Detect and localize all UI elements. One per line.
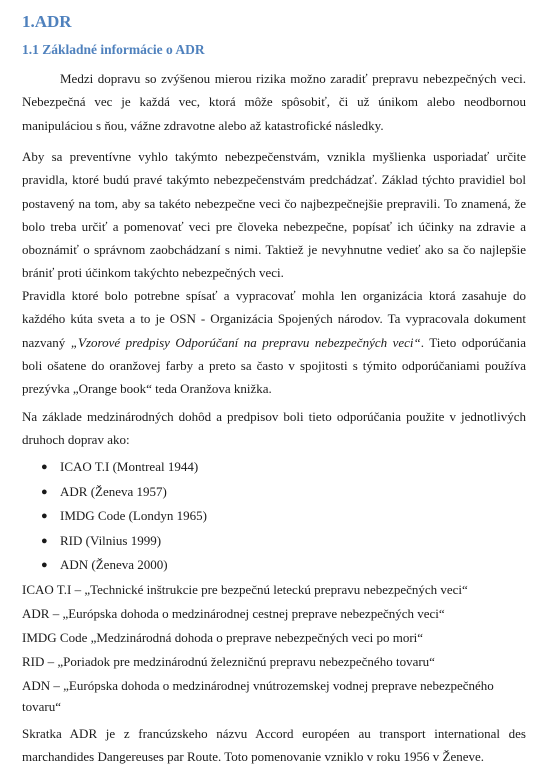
- list-item: [22, 529, 207, 554]
- definition-icao: ICAO T.I – „Technické inštrukcie pre bezpečnú leteckú prepravu nebezpečných veci“: [22, 582, 468, 597]
- list-item: [22, 504, 207, 529]
- paragraph-2: Aby sa preventívne vyhlo takýmto nebezpečenstvám, vznikla myšlienka usporiadať určite pravidla, ktoré budú pravé takýmto nebezpečenstvám predchádzať. Základ týchto pravidiel bol postavený na tom, aby sa takéto nebezpečne veci čo najbezpečnejšie prepravili. To znamená, že bolo treba určiť a pomenovať veci pre človeka nebezpečne, popísať ich účinky na zdravie a oboznámiť o správnom zaobchádzaní s nimi. Taktiež je nevyhnutne vedieť ako sa čo najlepšie brániť proti účinkom takýchto nebezpečných veci.: [22, 149, 526, 281]
- list-item: [22, 553, 207, 578]
- paragraph-3-text-a: Pravidla ktoré bolo potrebne spísať a vypracovať mohla len organizácia ktorá zasahuje do každého kúta sveta a to je OSN - Organizácia Spojených národov. Ta vypracovala dokument nazvaný: [22, 288, 526, 350]
- bullet-icon: ●: [41, 559, 48, 571]
- list-item-text: ICAO T.I (Montreal 1944): [60, 459, 199, 474]
- list-item-text: RID (Vilnius 1999): [60, 532, 162, 548]
- list-item: [22, 455, 207, 480]
- definition-imdg: IMDG Code „Medzinárodná dohoda o preprave nebezpečných veci po mori“: [22, 630, 424, 645]
- bullet-icon: ●: [41, 534, 48, 547]
- paragraph-3: [22, 284, 526, 400]
- definition-adn: ADN – „Európska dohoda o medzinárodnej vnútrozemskej vodnej preprave nebezpečného: [22, 678, 494, 693]
- paragraph-3-text-b: . Tieto odporúčania boli ošatene do oranžovej farby a preto sa často v spojitosti s týmito odporúčaniami používa prezývka „Orange book“ teda Oranžova knižka.: [22, 334, 526, 397]
- paragraph-1: Medzi dopravu so zvýšenou mierou rizika možno zaradiť prepravu nebezpečných veci. Nebezpečná vec je každá vec, ktorá môže spôsobiť, či už únikom alebo neodbornou manipuláciou s ňou, vážne zdravotne alebo až katastrofické následky.: [22, 71, 526, 133]
- list-item-text: ADR (Ženeva 1957): [60, 483, 167, 499]
- definition-adr: ADR – „Európska dohoda o medzinárodnej cestnej preprave nebezpečných veci“: [22, 606, 445, 621]
- bullet-icon: ●: [41, 461, 48, 473]
- list-item-text: IMDG Code (Londyn 1965): [60, 508, 207, 523]
- definition-rid: RID – „Poriadok pre medzinárodnú železničnú prepravu nebezpečného tovaru“: [22, 654, 435, 669]
- list-item: [22, 480, 207, 505]
- bullet-icon: ●: [41, 485, 48, 498]
- definition-adn-continuation: tovaru“: [22, 699, 61, 714]
- paragraph-3-document-title: „Vzorové predpisy Odporúčaní na prepravu nebezpečných veci“: [70, 334, 421, 350]
- paragraph-5: Skratka ADR je z francúzskeho názvu Accord européen au transport international des marchandides Dangereuses par Route. Toto pomenovanie vzniklo v roku 1956 v Ženeve.: [22, 726, 526, 765]
- bullet-icon: ●: [41, 510, 48, 522]
- list-item-text: ADN (Ženeva 2000): [60, 557, 168, 572]
- heading-adr: 1.ADR: [22, 12, 72, 31]
- paragraph-4: Na základe medzinárodných dohôd a predpisov boli tieto odporúčania použite v jednotlivých druhoch doprav ako:: [22, 409, 526, 448]
- subheading-basic-info: 1.1 Základné informácie o ADR: [22, 42, 205, 57]
- transport-list: [22, 455, 207, 578]
